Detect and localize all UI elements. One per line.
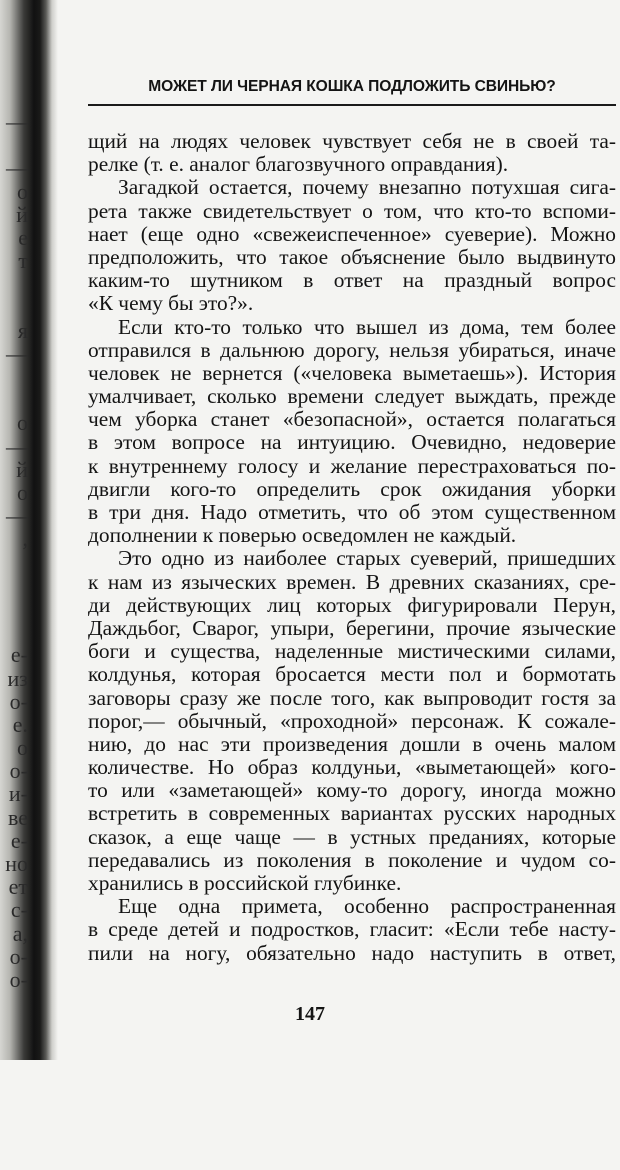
text-line: нию, до нас эти произведения дошли в очень малом <box>88 731 616 756</box>
facing-page-fragment <box>0 133 30 156</box>
facing-page-fragment: е- <box>10 643 28 667</box>
text-line: чем уборка станет «безопасной», остается полагаться <box>88 407 616 432</box>
facing-page-fragment: о- <box>9 944 28 968</box>
facing-page-fragment: — <box>6 504 28 528</box>
facing-page-fragment: е <box>18 225 28 250</box>
page-number: 147 <box>295 1003 325 1025</box>
text-line: порог,— обычный, «проходной» персонаж. К сожале- <box>88 708 616 733</box>
text-line: в три дня. Надо отметить, что об этом существенном <box>88 500 616 524</box>
text-line: Это одно из наиболее старых суеверий, пришедших <box>118 546 616 571</box>
text-line: каким-то шутником в ответ на праздный вопрос <box>88 268 616 293</box>
facing-page-fragment: о <box>17 481 28 505</box>
facing-page-fragment: о <box>17 179 28 203</box>
header-rule <box>88 104 616 106</box>
facing-page-fragment: т <box>18 249 28 273</box>
facing-page-fragment: о- <box>9 967 28 992</box>
text-line: боги и существа, наделенные мистическими силами, <box>88 639 616 664</box>
text-line: рета также свидетельствует о том, что кто-то вспоми- <box>88 198 616 223</box>
facing-page-fragment <box>0 272 30 295</box>
text-line: к нам из языческих времен. В древних сказаниях, сре- <box>88 569 616 594</box>
text-line: предположить, что такое объяснение было выдвинуто <box>88 244 616 269</box>
text-line: ди действующих лиц которых фигурировали Перун, <box>88 592 616 617</box>
text-line: то или «заметающей» кому-то дорогу, иногда можно <box>88 778 616 803</box>
facing-page-fragment: о- <box>9 759 28 783</box>
running-header: МОЖЕТ ЛИ ЧЕРНАЯ КОШКА ПОДЛОЖИТЬ СВИНЬЮ? <box>148 78 556 95</box>
facing-page-fragment <box>0 365 30 388</box>
text-line: передавались из поколения в поколение и чудом со- <box>88 847 616 872</box>
facing-page-fragment: с- <box>10 898 28 922</box>
facing-page-fragment: о- <box>9 689 28 713</box>
text-line: нает (еще одно «свежеиспеченное» суеверие). Можно <box>88 221 616 246</box>
text-line: Если кто-то только что вышел из дома, тем более <box>118 314 616 339</box>
text-line: человек не вернется («человека выметаешь»). История <box>88 360 616 385</box>
text-line: релке (т. е. аналог благозвучного оправдания). <box>88 152 509 177</box>
facing-page-fragment <box>0 597 30 620</box>
facing-page-fragment: , <box>22 527 28 551</box>
facing-page-fragment <box>0 296 30 319</box>
text-line: Загадкой остается, почему внезапно потухшая сига- <box>118 175 616 200</box>
text-line: двигли кого-то определить срок ожидания уборки <box>88 476 616 501</box>
facing-page-fragment: е. <box>12 712 28 737</box>
text-line: щий на людях человек чувствует себя не в своей та- <box>88 129 616 153</box>
facing-page-fragment: а, <box>12 921 28 945</box>
text-line: умалчивает, сколько времени следует выждать, прежде <box>88 384 616 409</box>
text-line: пили на ногу, обязательно надо наступить в ответ, <box>88 940 616 965</box>
facing-page-fragment: е- <box>10 828 28 852</box>
text-line: Еще одна примета, особенно распространенная <box>118 894 616 919</box>
facing-page-fragment: — <box>6 434 28 458</box>
facing-page-fragment: о <box>17 736 28 760</box>
facing-page-fragment: — <box>6 156 28 180</box>
facing-page-fragment: ве <box>7 805 28 829</box>
facing-page-fragment: — <box>6 110 28 134</box>
facing-page-fragment: и- <box>8 782 28 806</box>
facing-page-fragment: но <box>5 852 28 876</box>
text-line: в этом вопросе на интуицию. Очевидно, недоверие <box>88 430 616 455</box>
text-line: в среде детей и подростков, гласит: «Если тебе насту- <box>88 917 616 942</box>
facing-page-fragment: й <box>16 457 28 481</box>
text-line: «К чему бы это?». <box>88 291 254 316</box>
facing-page-margin <box>0 0 30 1170</box>
text-line: встретить в современных вариантах русских народных <box>88 801 616 826</box>
text-line: хранились в российской глубинке. <box>88 871 402 895</box>
facing-page-fragment: я <box>17 318 28 342</box>
text-line: отправился в дальнюю дорогу, нельзя убираться, иначе <box>88 337 616 362</box>
text-line: сказок, а еще чаще — в устных преданиях, которые <box>88 824 616 849</box>
text-line: колдунья, которая бросается мести пол и бормотать <box>88 662 616 687</box>
text-line: заговоры сразу же после того, как выпроводит гостя за <box>88 685 616 710</box>
facing-page-fragment: из <box>7 666 28 690</box>
facing-page-fragment <box>0 551 30 574</box>
facing-page-fragment <box>0 388 30 411</box>
facing-page-fragment <box>0 620 30 643</box>
text-line: дополнении к поверью осведомлен не каждый. <box>88 523 517 548</box>
text-line: количестве. Но образ колдуньи, «выметающей» кого- <box>88 755 616 780</box>
page-body-text <box>88 130 616 965</box>
facing-page-fragment: ет <box>8 875 28 899</box>
text-line: Даждьбог, Сварог, упыри, берегини, прочие языческие <box>88 615 616 640</box>
facing-page-fragment: — <box>6 341 28 366</box>
text-line: к внутреннему голосу и желание перестраховаться по- <box>88 453 616 478</box>
facing-page-fragment <box>0 574 30 597</box>
facing-page-fragment: о <box>17 411 28 435</box>
facing-page-fragment: й <box>16 202 28 226</box>
